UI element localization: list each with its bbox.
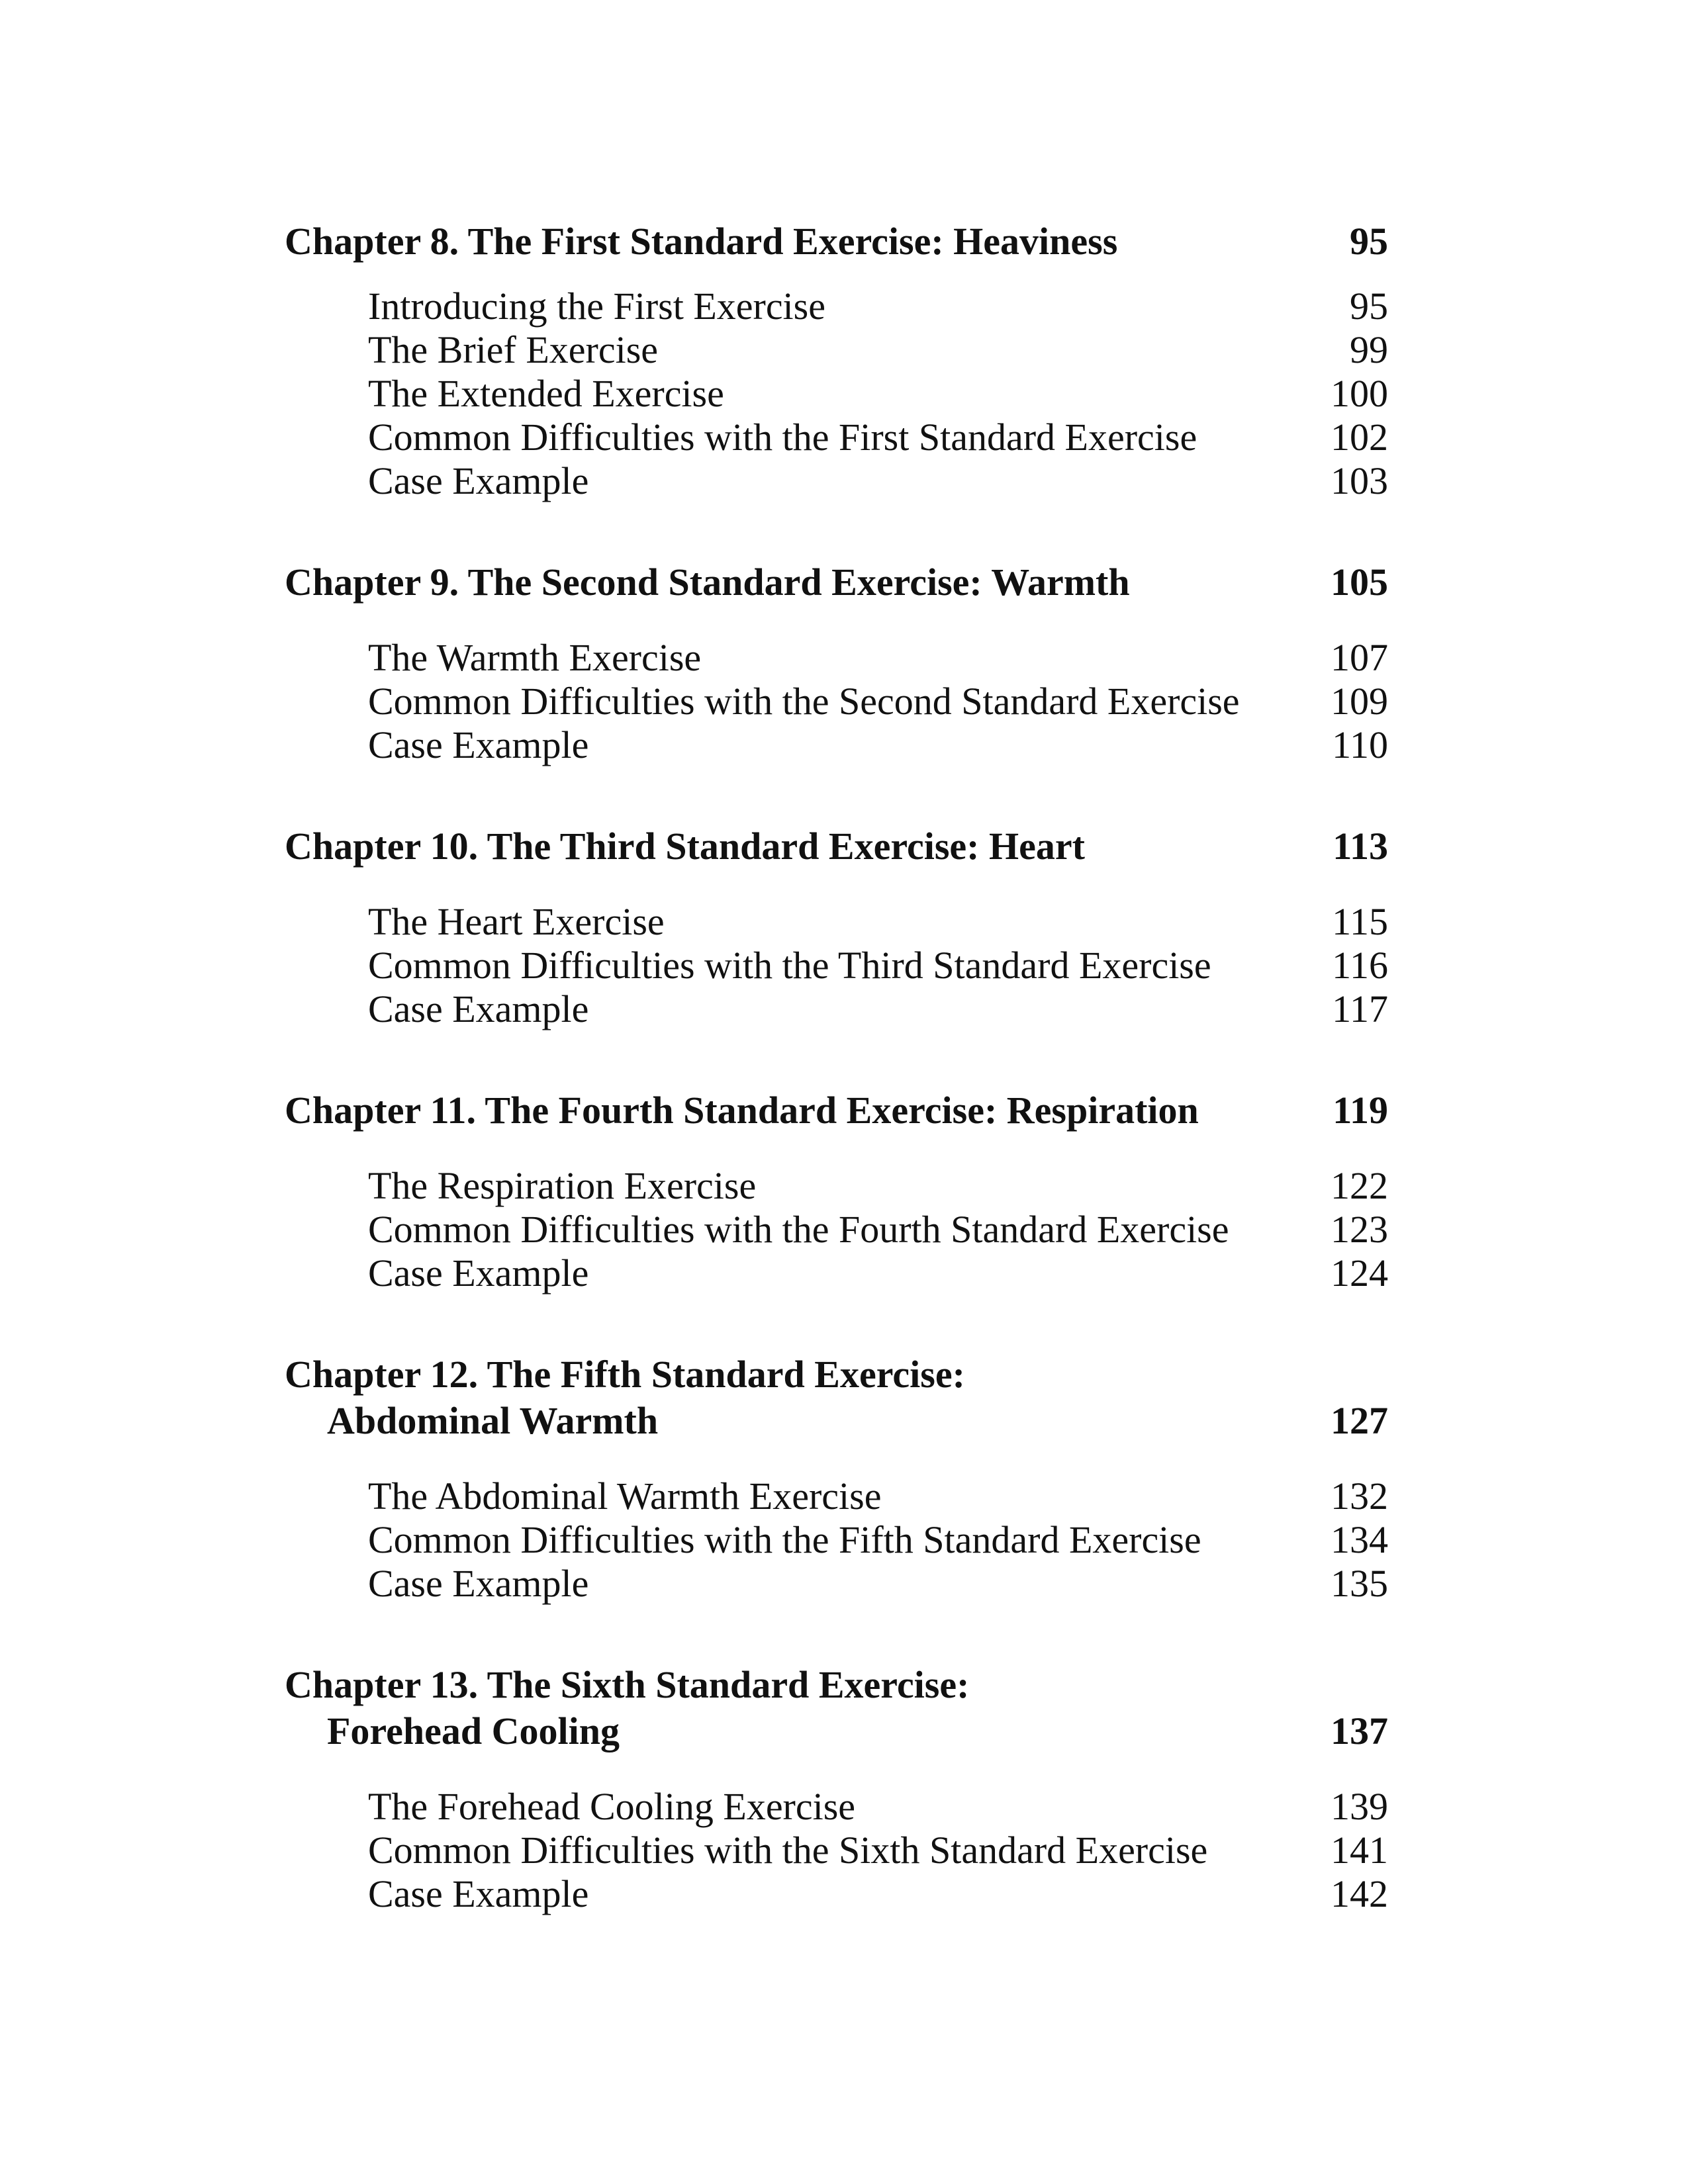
toc-entry-title: The Heart Exercise (368, 900, 665, 943)
toc-entry-page: 103 (1331, 459, 1388, 502)
toc-entry-page: 134 (1331, 1518, 1388, 1561)
toc-entry-title: Common Difficulties with the Fifth Standard Exercise (368, 1518, 1201, 1561)
toc-entry-page: 139 (1331, 1785, 1388, 1828)
chapter-heading (285, 1351, 965, 1444)
toc-entry-title: Common Difficulties with the Third Standard Exercise (368, 944, 1211, 987)
chapter-page-number: 105 (1331, 561, 1388, 604)
chapter-title: Chapter 11. The Fourth Standard Exercise: Respiration (285, 1089, 1199, 1132)
toc-entry-title: Common Difficulties with the Fourth Standard Exercise (368, 1208, 1229, 1251)
toc-entry-page: 132 (1331, 1475, 1388, 1518)
toc-entry-page: 123 (1331, 1208, 1388, 1251)
chapter-page-number: 119 (1333, 1089, 1388, 1132)
toc-entry-title: Case Example (368, 1251, 589, 1295)
chapter-heading (285, 218, 1117, 265)
toc-entry-page: 110 (1332, 723, 1388, 766)
chapter-page-number: 95 (1350, 220, 1388, 263)
chapter-title: Chapter 12. The Fifth Standard Exercise: (285, 1353, 965, 1396)
toc-entry-page: 135 (1331, 1562, 1388, 1605)
toc-entry-title: The Brief Exercise (368, 328, 659, 371)
toc-entry-title: Common Difficulties with the Sixth Standard Exercise (368, 1829, 1208, 1872)
toc-entry-page: 95 (1350, 285, 1388, 328)
chapter-title-continuation: Abdominal Warmth (327, 1399, 659, 1442)
toc-entry-page: 109 (1331, 680, 1388, 723)
toc-entry-title: The Extended Exercise (368, 372, 724, 415)
chapter-title: Chapter 8. The First Standard Exercise: Heaviness (285, 220, 1118, 263)
chapter-heading (285, 1662, 969, 1754)
chapter-heading (285, 559, 1130, 606)
toc-entry-title: The Warmth Exercise (368, 636, 702, 679)
toc-entry-page: 117 (1332, 987, 1388, 1030)
toc-entry-page: 107 (1331, 636, 1388, 679)
toc-entry-page: 141 (1331, 1829, 1388, 1872)
chapter-heading (285, 1087, 1199, 1134)
chapter-title: Chapter 9. The Second Standard Exercise: Warmth (285, 561, 1130, 604)
chapter-title-continuation: Forehead Cooling (327, 1709, 620, 1752)
toc-entry-page: 116 (1332, 944, 1388, 987)
toc-entry-page: 124 (1331, 1251, 1388, 1295)
toc-entry-title: Case Example (368, 459, 589, 502)
toc-entry-page: 99 (1350, 328, 1388, 371)
chapter-page-number: 137 (1331, 1709, 1388, 1752)
toc-entry-page: 122 (1331, 1164, 1388, 1207)
toc-entry-title: Common Difficulties with the Second Standard Exercise (368, 680, 1240, 723)
toc-entry-title: Case Example (368, 723, 589, 766)
toc-entry-title: Case Example (368, 1562, 589, 1605)
chapter-title: Chapter 10. The Third Standard Exercise: Heart (285, 825, 1085, 868)
toc-entry-page: 142 (1331, 1872, 1388, 1915)
toc-entry-title: The Forehead Cooling Exercise (368, 1785, 856, 1828)
toc-entry-page: 100 (1331, 372, 1388, 415)
toc-entry-title: Case Example (368, 987, 589, 1030)
toc-entry-page: 115 (1332, 900, 1388, 943)
chapter-page-number: 113 (1333, 825, 1388, 868)
chapter-title: Chapter 13. The Sixth Standard Exercise: (285, 1663, 970, 1706)
toc-entry-page: 102 (1331, 416, 1388, 459)
toc-entry-title: Introducing the First Exercise (368, 285, 825, 328)
chapter-page-number: 127 (1331, 1399, 1388, 1442)
chapter-heading (285, 823, 1085, 870)
toc-entry-title: The Abdominal Warmth Exercise (368, 1475, 882, 1518)
toc-entry-title: Case Example (368, 1872, 589, 1915)
toc-entry-title: The Respiration Exercise (368, 1164, 757, 1207)
toc-entry-title: Common Difficulties with the First Standard Exercise (368, 416, 1197, 459)
